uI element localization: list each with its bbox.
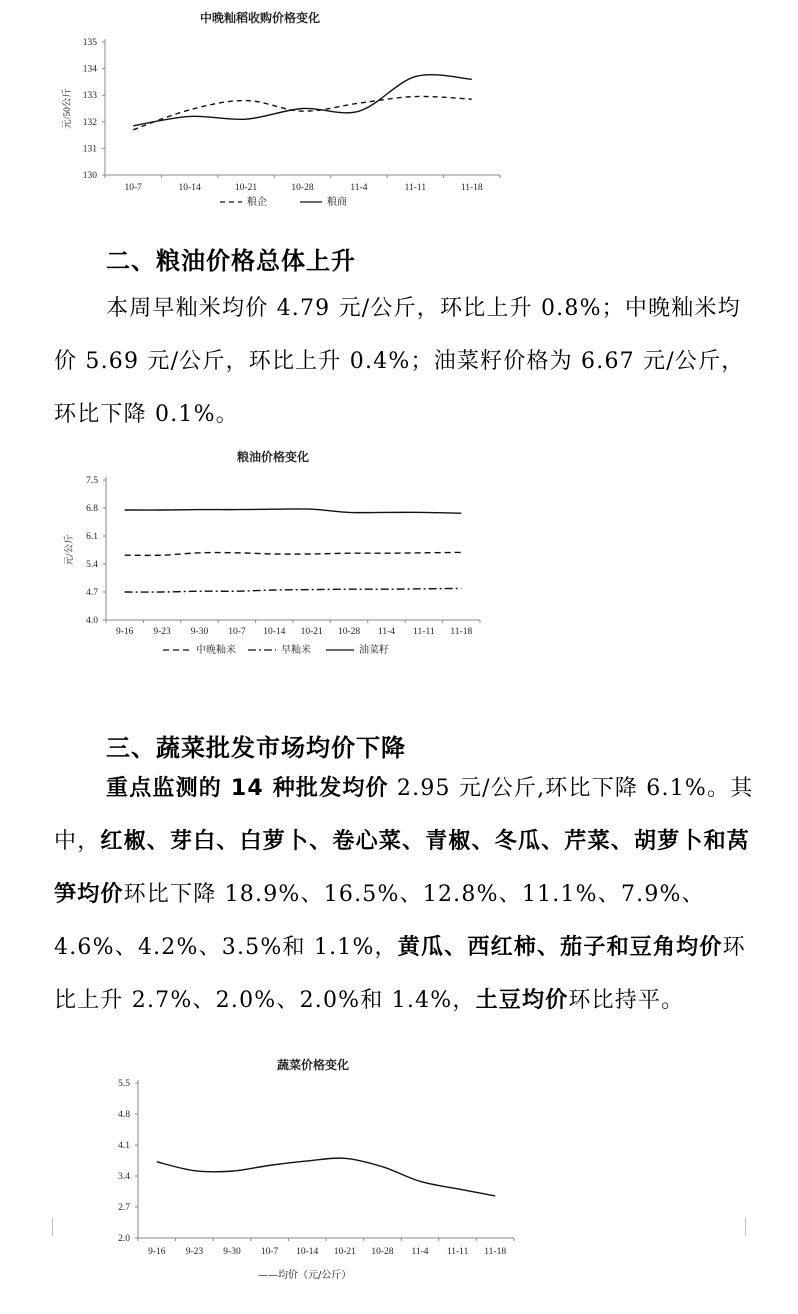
chart1-xtick-label: 11-11 — [404, 183, 427, 193]
chart2-ytick-label: 4.7 — [86, 588, 98, 598]
chart2-ytick-label: 4.0 — [86, 616, 98, 626]
chart3-xtick-label: 11-18 — [484, 1247, 507, 1257]
chart2-xtick-label: 11-11 — [413, 627, 435, 637]
chart3-xtick-label: 11-11 — [446, 1247, 469, 1257]
vegetable-price-chart — [96, 1050, 536, 1290]
chart2-xtick-label: 9-23 — [153, 627, 171, 637]
chart2-legend-label: 油菜籽 — [359, 645, 389, 656]
chart2-xtick-label: 9-16 — [115, 627, 134, 637]
grain-oil-price-chart — [58, 442, 498, 667]
chart3-legend-label: ——均价（元/公斤） — [258, 1270, 352, 1281]
chart1-xtick-label: 11-18 — [460, 183, 483, 193]
chart1-ytick-label: 130 — [82, 171, 97, 181]
section2-paragraph — [54, 282, 754, 441]
chart2-legend-label: 中晚籼米 — [196, 645, 236, 656]
chart3-xtick-label: 10-28 — [371, 1247, 394, 1257]
s3-bold-5: 黄瓜、西红柿、茄子和豆角均价 — [397, 935, 723, 960]
chart2-xtick-label: 11-4 — [377, 627, 396, 637]
section2-text: 本周早籼米均价 4.79 元/公斤，环比上升 0.8%；中晚籼米均价 5.69 元/公斤，环比上升 0.4%；油菜籽价格为 6.67 元/公斤，环比下降 0.1%。 — [54, 296, 745, 427]
chart1-legend-label: 粮企 — [247, 197, 267, 208]
chart2-legend-label: 早籼米 — [281, 645, 311, 656]
chart3-title: 蔬菜价格变化 — [276, 1058, 350, 1072]
chart1-title: 中晚籼稻收购价格变化 — [199, 11, 321, 25]
chart1-legend-label: 粮商 — [327, 197, 347, 208]
chart3-ytick-label: 4.1 — [118, 1141, 130, 1151]
chart3-series-line-1 — [157, 1158, 495, 1196]
section2-heading: 二、粮油价格总体上升 — [106, 247, 356, 275]
chart3-ytick-label: 2.0 — [118, 1234, 130, 1244]
chart1-ytick-label: 131 — [82, 144, 97, 155]
chart2-ytick-label: 7.5 — [86, 476, 98, 486]
rice-purchase-price-chart — [60, 0, 530, 215]
chart3-ytick-label: 4.8 — [118, 1110, 130, 1120]
s3-text-8: 环比持平。 — [568, 988, 685, 1013]
chart3-xtick-label: 9-16 — [148, 1247, 166, 1257]
chart1-xtick-label: 10-14 — [178, 183, 201, 193]
chart3-xtick-label: 10-14 — [296, 1247, 319, 1257]
chart2-svg — [58, 442, 498, 667]
section3-paragraph — [54, 762, 754, 1027]
chart3-ytick-label: 2.7 — [118, 1203, 130, 1213]
chart3-ytick-label: 3.4 — [118, 1172, 130, 1182]
chart2-xtick-label: 9-30 — [190, 627, 209, 637]
chart1-series-line-1 — [133, 96, 472, 129]
chart3-xtick-label: 9-23 — [185, 1247, 204, 1257]
s3-bold-1: 重点监测的 14 种批发均价 — [106, 776, 389, 801]
chart2-title: 粮油价格变化 — [236, 450, 310, 464]
s3-text-4: 环比下降 18.9%、16.5%、12.8%、11.1%、7.9%、4.6%、4.2%、3.5%和 1.1%， — [54, 882, 705, 960]
chart2-ytick-label: 5.4 — [86, 560, 98, 570]
chart3-ytick-label: 5.5 — [118, 1079, 130, 1089]
chart2-series-line-1 — [125, 552, 462, 555]
chart1-xtick-label: 10-7 — [124, 183, 142, 193]
page-edge-mark-left — [52, 1218, 53, 1236]
chart1-svg — [60, 0, 530, 215]
chart1-xtick-label: 11-4 — [350, 183, 368, 193]
chart2-series-line-3 — [125, 509, 462, 513]
s3-bold-3: 红椒、芽白、白萝卜、卷心菜、青椒、冬瓜、芹菜、胡萝卜和莴笋均价 — [54, 829, 751, 907]
chart3-svg — [96, 1050, 536, 1290]
chart1-xtick-label: 10-28 — [291, 183, 314, 193]
chart2-xtick-label: 10-14 — [263, 627, 286, 637]
chart3-xtick-label: 11-4 — [411, 1247, 429, 1257]
chart2-ytick-label: 6.8 — [86, 504, 98, 514]
chart2-xtick-label: 10-28 — [338, 627, 361, 637]
chart1-ytick-label: 133 — [82, 91, 97, 102]
section3-heading: 三、蔬菜批发市场均价下降 — [106, 734, 406, 762]
page-edge-mark-right — [745, 1218, 746, 1236]
chart3-xtick-label: 10-21 — [333, 1247, 356, 1257]
chart1-ytick-label: 135 — [82, 38, 97, 48]
chart3-xtick-label: 10-7 — [260, 1247, 279, 1257]
chart1-ytick-label: 132 — [82, 117, 97, 128]
chart1-series-line-2 — [133, 75, 472, 126]
chart3-xtick-label: 9-30 — [223, 1247, 241, 1257]
chart1-ytick-label: 134 — [82, 64, 97, 75]
chart2-series-line-2 — [125, 588, 462, 592]
chart2-xtick-label: 11-18 — [450, 627, 473, 637]
s3-text-6: 环比上升 2.7%、2.0%、2.0%和 1.4%， — [54, 935, 746, 1013]
chart2-ytick-label: 6.1 — [86, 532, 98, 542]
chart2-xtick-label: 10-7 — [228, 627, 246, 637]
chart2-xtick-label: 10-21 — [300, 627, 323, 637]
s3-text-2: 2.95 元/公斤,环比下降 6.1%。其中， — [54, 776, 754, 854]
chart1-xtick-label: 10-21 — [234, 183, 258, 193]
chart1-ylabel: 元/50公斤 — [63, 88, 73, 129]
chart2-ylabel: 元/公斤 — [65, 534, 75, 566]
s3-bold-7: 土豆均价 — [475, 988, 569, 1013]
